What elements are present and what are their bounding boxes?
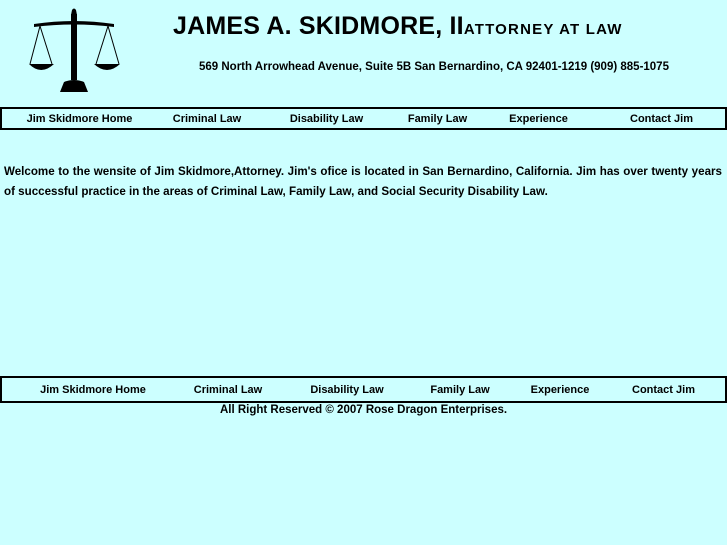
nav-link-contact[interactable]: Contact Jim [632,383,695,396]
page-header [0,0,727,100]
nav-link-home[interactable]: Jim Skidmore Home [26,112,133,125]
nav-link-contact[interactable]: Contact Jim [630,112,693,125]
nav-link-criminal-law[interactable]: Criminal Law [172,112,242,125]
nav-link-family-law[interactable]: Family Law [430,383,490,396]
nav-link-experience[interactable]: Experience [530,383,590,396]
nav-link-disability-law[interactable]: Disability Law [310,383,384,396]
copyright-footer: All Right Reserved © 2007 Rose Dragon Enterprises. [219,404,508,416]
top-nav [0,107,727,130]
page-title [173,12,623,41]
nav-link-family-law[interactable]: Family Law [407,112,468,125]
attorney-subtitle: ATTORNEY AT LAW [463,21,623,38]
nav-link-disability-law[interactable]: Disability Law [289,112,364,125]
nav-link-home[interactable]: Jim Skidmore Home [40,383,146,396]
welcome-text: Welcome to the wensite of Jim Skidmore,Attorney. Jim's ofice is located in San Bernardino, California. Jim has over twenty years of successful practice in the areas of Criminal Law, Family Law, and Social Security Disability Law. [4,165,722,198]
nav-link-criminal-law[interactable]: Criminal Law [193,383,263,396]
scales-of-justice-icon [28,8,120,92]
office-address: 569 North Arrowhead Avenue, Suite 5B San Bernardino, CA 92401-1219 (909) 885-1075 [199,61,669,73]
nav-link-experience[interactable]: Experience [509,112,568,125]
bottom-nav [0,376,727,403]
attorney-name: JAMES A. SKIDMORE, II [173,12,464,40]
